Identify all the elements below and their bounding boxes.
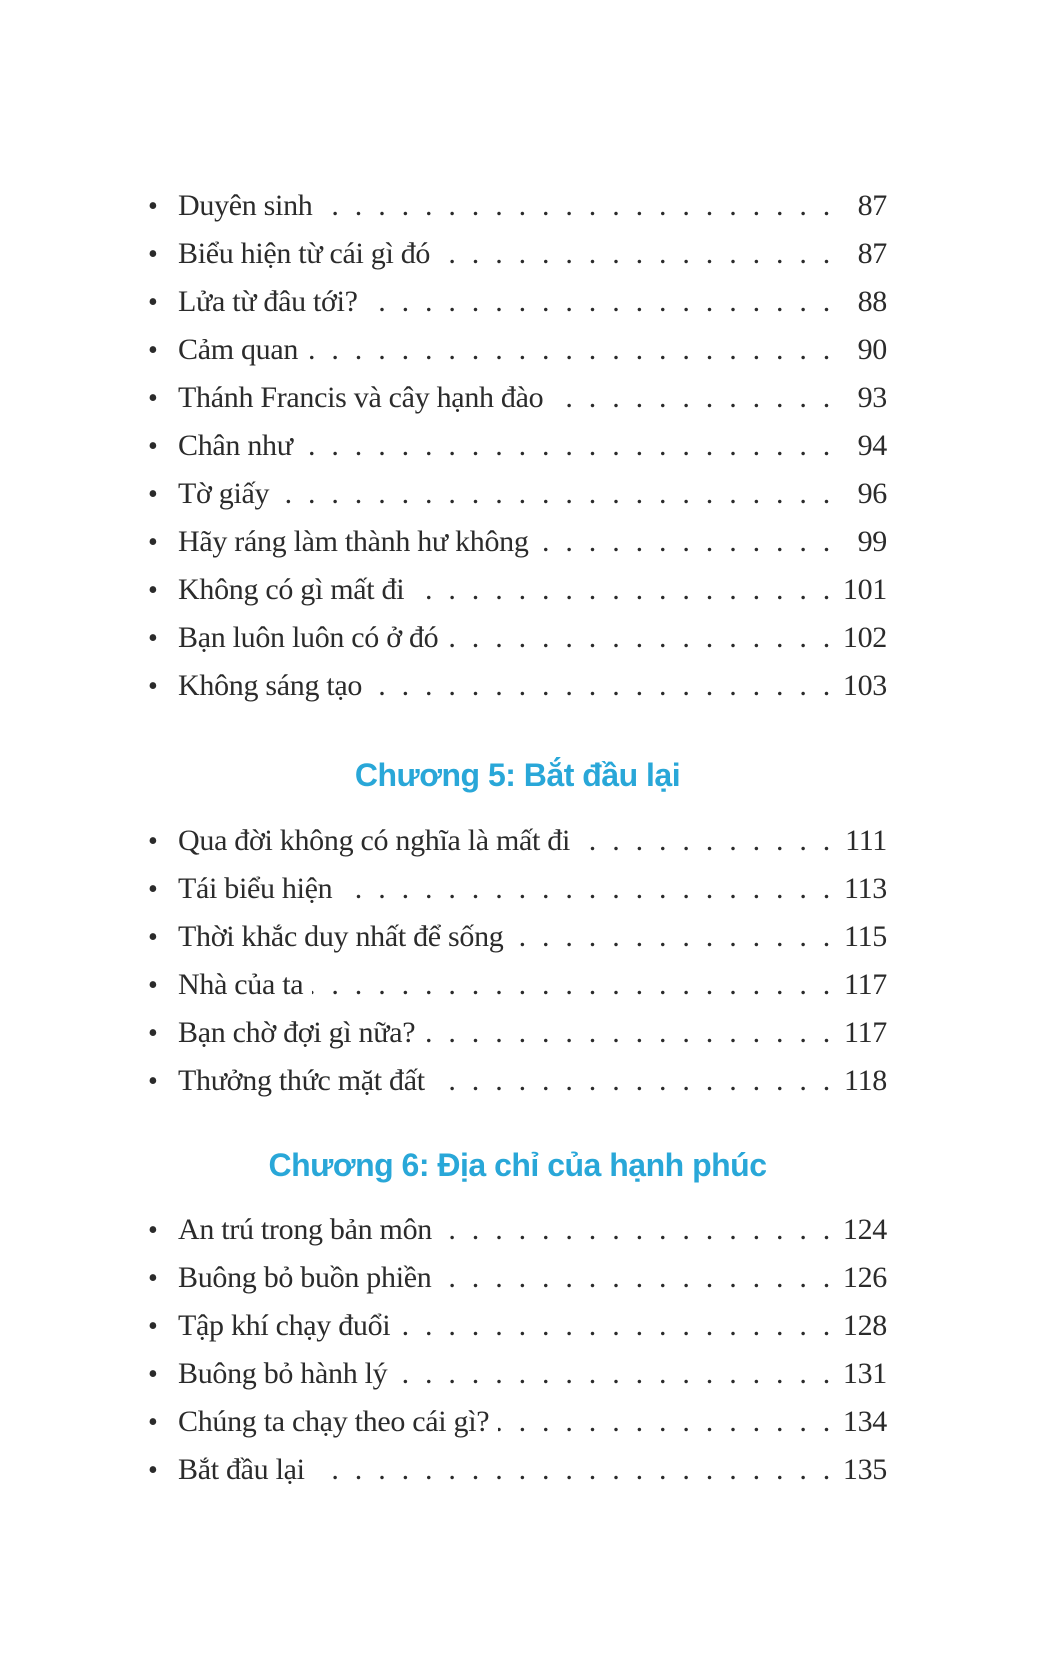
toc-entry-page-number: 115 <box>844 920 887 953</box>
toc-entry-page-number: 117 <box>844 968 887 1001</box>
dot-leader <box>314 1446 830 1493</box>
bullet-icon: • <box>148 335 158 366</box>
toc-entry-title: Buông bỏ buồn phiền <box>178 1261 432 1294</box>
toc-entry-title: Tập khí chạy đuổi <box>178 1309 391 1342</box>
bullet-icon: • <box>148 383 158 414</box>
toc-entry <box>148 278 887 326</box>
toc-entry <box>148 662 887 710</box>
toc-entry-title: Qua đời không có nghĩa là mất đi <box>178 824 571 857</box>
toc-entry-page-number: 90 <box>857 333 887 366</box>
toc-entry-title: Nhà của ta <box>178 968 304 1001</box>
toc-entry-page-number: 101 <box>842 573 887 606</box>
toc-entry-page-number: 135 <box>842 1453 887 1486</box>
toc-entry <box>148 230 887 278</box>
dot-leader <box>538 518 830 565</box>
toc-entry-title: Cảm quan <box>178 333 299 366</box>
dot-leader <box>552 374 830 421</box>
toc-entry <box>148 817 887 865</box>
toc-entry <box>148 374 887 422</box>
toc-entry <box>148 1302 887 1350</box>
toc-entry-title: Tái biểu hiện <box>178 872 333 905</box>
bullet-icon: • <box>148 1359 158 1390</box>
toc-entry-title: Chân như <box>178 429 293 462</box>
toc-entry-page-number: 87 <box>857 189 887 222</box>
bullet-icon: • <box>148 287 158 318</box>
dot-leader <box>424 1009 830 1056</box>
toc-entry-title: Tờ giấy <box>178 477 270 510</box>
toc-entry <box>148 1350 887 1398</box>
toc-entry <box>148 470 887 518</box>
chapter-heading: Chương 5: Bắt đầu lại <box>354 757 681 793</box>
toc-entry-page-number: 94 <box>857 429 887 462</box>
toc-entry-title: Không có gì mất đi <box>178 573 405 606</box>
bullet-icon: • <box>148 1311 158 1342</box>
toc-entry-page-number: 131 <box>842 1357 887 1390</box>
bullet-icon: • <box>148 239 158 270</box>
toc-entry <box>148 566 887 614</box>
toc-entry <box>148 422 887 470</box>
toc-entry <box>148 614 887 662</box>
toc-entry-page-number: 88 <box>857 285 887 318</box>
toc-entry-page-number: 111 <box>845 824 887 857</box>
toc-entry-page-number: 118 <box>844 1064 887 1097</box>
toc-entry-page-number: 134 <box>842 1405 887 1438</box>
toc-entry-title: Bắt đầu lại <box>178 1453 305 1486</box>
toc-entry-title: Không sáng tạo <box>178 669 363 702</box>
toc-entry-page-number: 103 <box>842 669 887 702</box>
toc-entry-title: Bạn chờ đợi gì nữa? <box>178 1016 416 1049</box>
bullet-icon: • <box>148 623 158 654</box>
toc-entry-page-number: 124 <box>842 1213 887 1246</box>
toc-entry-title: Chúng ta chạy theo cái gì? <box>178 1405 490 1438</box>
toc-entry-title: Buông bỏ hành lý <box>178 1357 388 1390</box>
bullet-icon: • <box>148 970 158 1001</box>
toc-entry <box>148 518 887 566</box>
bullet-icon: • <box>148 1215 158 1246</box>
toc-entry <box>148 1057 887 1105</box>
chapter-heading: Chương 6: Địa chỉ của hạnh phúc <box>268 1147 767 1183</box>
toc-entry-page-number: 113 <box>844 872 887 905</box>
dot-leader <box>413 566 830 613</box>
bullet-icon: • <box>148 575 158 606</box>
bullet-icon: • <box>148 1018 158 1049</box>
toc-entry-page-number: 117 <box>844 1016 887 1049</box>
dot-leader <box>498 1398 830 1445</box>
dot-leader <box>312 961 830 1008</box>
bullet-icon: • <box>148 826 158 857</box>
dot-leader <box>434 1057 830 1104</box>
toc-entry <box>148 182 887 230</box>
toc-section <box>148 182 887 710</box>
toc-entry <box>148 1398 887 1446</box>
toc-entry-page-number: 87 <box>857 237 887 270</box>
toc-entry-title: An trú trong bản môn <box>178 1213 432 1246</box>
toc-entry-title: Thời khắc duy nhất để sống <box>178 920 504 953</box>
toc-entry <box>148 913 887 961</box>
toc-entry-page-number: 128 <box>842 1309 887 1342</box>
toc-section <box>148 752 887 1105</box>
toc-entry <box>148 1254 887 1302</box>
toc-entry-title: Hãy ráng làm thành hư không <box>178 525 529 558</box>
toc-entry-page-number: 99 <box>857 525 887 558</box>
toc-entry <box>148 326 887 374</box>
bullet-icon: • <box>148 527 158 558</box>
bullet-icon: • <box>148 1455 158 1486</box>
bullet-icon: • <box>148 431 158 462</box>
bullet-icon: • <box>148 1066 158 1097</box>
toc-entry <box>148 1446 887 1494</box>
toc-entry <box>148 961 887 1009</box>
dot-leader <box>441 1206 830 1253</box>
dot-leader <box>440 1254 830 1301</box>
toc-entry-title: Thưởng thức mặt đất <box>178 1064 425 1097</box>
toc-entry <box>148 865 887 913</box>
bullet-icon: • <box>148 1407 158 1438</box>
bullet-icon: • <box>148 874 158 905</box>
toc-entry-title: Biểu hiện từ cái gì đó <box>178 237 431 270</box>
dot-leader <box>341 865 830 912</box>
toc-entry <box>148 1009 887 1057</box>
table-of-contents <box>148 182 887 1494</box>
dot-leader <box>371 662 830 709</box>
dot-leader <box>399 1302 830 1349</box>
bullet-icon: • <box>148 191 158 222</box>
toc-entry-title: Duyên sinh <box>178 189 313 222</box>
toc-section <box>148 1142 887 1494</box>
dot-leader <box>439 230 830 277</box>
bullet-icon: • <box>148 1263 158 1294</box>
dot-leader <box>396 1350 830 1397</box>
toc-entry-page-number: 102 <box>842 621 887 654</box>
bullet-icon: • <box>148 671 158 702</box>
toc-entry-title: Bạn luôn luôn có ở đó <box>178 621 439 654</box>
bullet-icon: • <box>148 922 158 953</box>
toc-entry-title: Lửa từ đâu tới? <box>178 285 358 318</box>
dot-leader <box>322 182 831 229</box>
bullet-icon: • <box>148 479 158 510</box>
dot-leader <box>278 470 830 517</box>
dot-leader <box>579 817 830 864</box>
dot-leader <box>302 422 830 469</box>
dot-leader <box>367 278 830 325</box>
dot-leader <box>307 326 830 373</box>
toc-entry-page-number: 96 <box>857 477 887 510</box>
toc-entry <box>148 1206 887 1254</box>
toc-entry-page-number: 93 <box>857 381 887 414</box>
dot-leader <box>447 614 830 661</box>
toc-entry-page-number: 126 <box>842 1261 887 1294</box>
dot-leader <box>513 913 831 960</box>
toc-entry-title: Thánh Francis và cây hạnh đào <box>178 381 544 414</box>
